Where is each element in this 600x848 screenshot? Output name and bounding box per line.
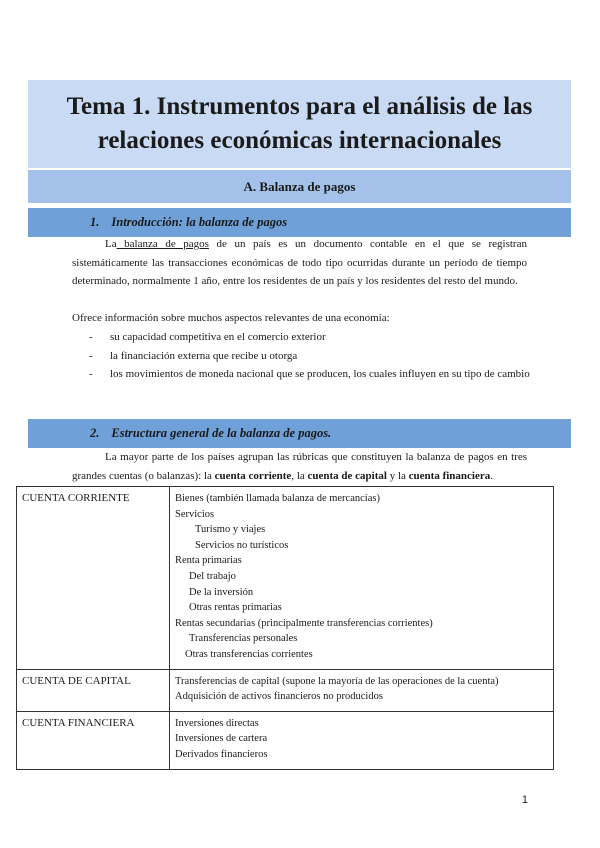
section-header (28, 170, 571, 203)
balanza-term: balanza de pagos (116, 238, 209, 250)
list-item: - los movimientos de moneda nacional que se producen, los cuales influyen en su tipo de cambio (72, 365, 532, 384)
table-row (17, 711, 554, 769)
table-item: Renta primarias (175, 555, 242, 567)
section-label: A. Balanza de pagos (243, 178, 356, 194)
table-item: Adquisición de activos financieros no producidos (175, 691, 383, 703)
table-item: Turismo y viajes (195, 524, 266, 536)
table-item: Servicios no turísticos (195, 539, 289, 551)
offers-line: Ofrece información sobre muchos aspectos relevantes de una economía: (72, 312, 390, 324)
heading-text: Estructura general de la balanza de pagos. (111, 426, 332, 440)
accounts-table (16, 486, 554, 770)
heading-number: 1. (90, 215, 100, 229)
structure-text: La mayor parte de los países agrupan las rúbricas que constituyen la balanza de pagos en tres grandes cuentas (o balanzas): la (72, 451, 527, 482)
table-item: Del trabajo (189, 570, 236, 582)
table-item: Servicios (175, 508, 215, 520)
heading-estructura (28, 419, 571, 448)
bold-cuenta-capital: cuenta de capital (307, 469, 387, 482)
heading-text: Introducción: la balanza de pagos (111, 215, 288, 229)
intro-rest: de un país es un documento contable en el que se registran sistemáticamente las transacciones económicas de todo tipo ocurridas durante un período de tiempo determinado, normalmente 1 año, entre los residentes de un país y los residentes del resto del mundo. (72, 238, 527, 287)
account-name: CUENTA CORRIENTE (17, 487, 170, 670)
structure-text: , la (291, 469, 308, 482)
aspects-list (72, 328, 532, 384)
table-item: Inversiones directas (175, 717, 259, 729)
account-items (170, 669, 554, 711)
heading-introduccion (28, 208, 571, 237)
table-item: Derivados financieros (175, 748, 268, 760)
table-item: Inversiones de cartera (175, 733, 268, 745)
title-line-2: relaciones económicas internacionales (97, 127, 502, 154)
table-item: Transferencias de capital (supone la mayoría de las operaciones de la cuenta) (175, 675, 499, 687)
account-items (170, 711, 554, 769)
page-number: 1 (521, 794, 528, 806)
account-items (170, 487, 554, 670)
structure-text: y la (386, 469, 409, 482)
intro-lead: La (105, 238, 117, 250)
table-item: Rentas secundarias (principalmente transferencias corrientes) (175, 617, 433, 629)
title-line-1: Tema 1. Instrumentos para el análisis de las (66, 93, 533, 120)
list-item: - la financiación externa que recibe u otorga (72, 347, 532, 366)
heading-number: 2. (90, 426, 100, 440)
account-name: CUENTA FINANCIERA (17, 711, 170, 769)
structure-text: . (490, 469, 493, 482)
table-item: Bienes (también llamada balanza de mercancías) (175, 493, 380, 504)
structure-paragraph (72, 448, 527, 485)
list-item: - su capacidad competitiva en el comercio exterior (72, 328, 532, 347)
document-title (28, 80, 571, 168)
intro-paragraph (72, 235, 527, 291)
table-item: Otras transferencias corrientes (185, 648, 313, 660)
table-item: Transferencias personales (189, 633, 298, 645)
table-row (17, 669, 554, 711)
table-row (17, 487, 554, 670)
table-item: Otras rentas primarias (189, 602, 282, 614)
table-item: De la inversión (189, 586, 254, 598)
bold-cuenta-financiera: cuenta financiera (408, 469, 491, 482)
bold-cuenta-corriente: cuenta corriente (214, 469, 292, 482)
account-name: CUENTA DE CAPITAL (17, 669, 170, 711)
